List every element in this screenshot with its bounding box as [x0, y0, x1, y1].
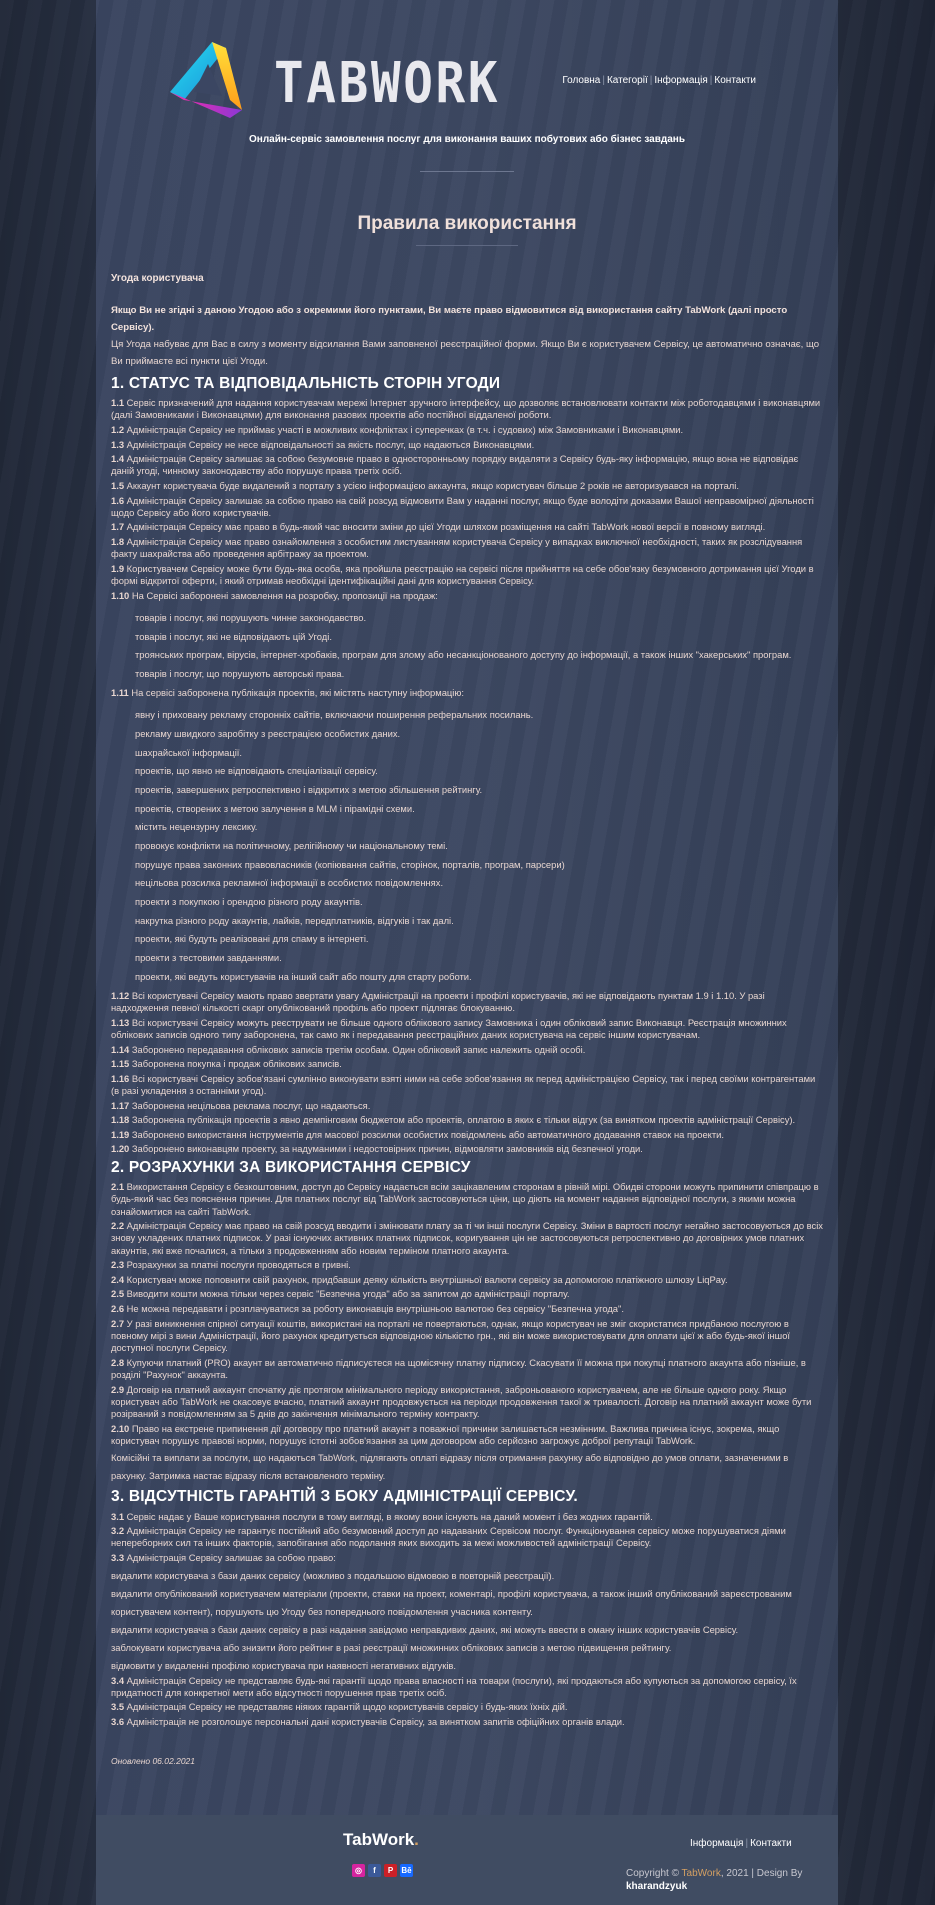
main-nav	[562, 74, 756, 87]
content-column	[96, 0, 838, 1905]
clause-1-6	[111, 495, 824, 519]
footer-brand[interactable]	[343, 1829, 419, 1851]
copyright-brand[interactable]: TabWork	[681, 1868, 721, 1879]
clause-1-1	[111, 397, 824, 421]
clause-number: 1.6	[111, 494, 125, 506]
list-item: проекти з тестовими завданнями.	[135, 952, 282, 964]
clause-text: У разі виникнення спірної ситуації коштів, використані на порталі не повертаються, однак, якщо користувач не зміг скористатися придбаною послугою в повному мірі з вини Адміністрації, його рахунок кредитується відповідною кількістю грн., які він може використовувати для оплати цієї ж або будь-якої іншої доступної послуги Сервісу.	[111, 1317, 791, 1354]
clause-number: 1.18	[111, 1114, 130, 1126]
clause-text: Адміністрація Сервісу залишає за собою безумовне право в односторонньому порядку видаляти з Сервісу будь-яку інформацію, якщо вона не відповідає даній угоді, чинному законодавству або порушує права третіх осіб.	[111, 453, 799, 477]
clause-text: Адміністрація Сервісу залишає за собою право на свій розсуд відмовити Вам у наданні послуг, якщо буде володіти доказами Вашої неправомірної діяльності щодо Сервісу або його користувачів.	[111, 494, 814, 518]
clause-number: 3.5	[111, 1701, 125, 1713]
clause-text: Право на екстрене припинення дії договору про платний акаунт з поважної причини залишається незмінним. Важлива причина існує, зокрема, якщо користувач порушує правові норми, порушує істотні зобов'язання за цим договором або серйозно загрожує доброї репутації TabWork.	[111, 1422, 780, 1446]
divider	[420, 171, 514, 172]
clause-1-14	[111, 1044, 824, 1056]
clause-2-2	[111, 1220, 824, 1257]
clause-number: 1.5	[111, 480, 125, 492]
nav-separator: |	[745, 1838, 749, 1849]
clause-1-19	[111, 1129, 824, 1141]
clause-1-13	[111, 1017, 824, 1041]
clause-1-16	[111, 1073, 824, 1097]
clause-number: 1.8	[111, 536, 125, 548]
clause-text: Адміністрація Сервісу не представляє ніяких гарантій щодо користувачів сервісу і будь-яких їхніх дій.	[126, 1701, 568, 1713]
section-1-clauses-2	[111, 990, 824, 1156]
clause-number: 1.7	[111, 521, 125, 533]
clause-text: Сервіс надає у Ваше користування послуги в тому вигляді, в якому вони існують на даний момент і без жодних гарантій.	[126, 1510, 653, 1522]
clause-text: На Сервісі заборонені замовлення на розробку, пропозиції на продаж:	[131, 589, 438, 601]
footer-brand-dot: .	[414, 1830, 419, 1849]
clause-1-10	[111, 590, 824, 602]
clause-text: Адміністрація Сервісу має право на свій розсуд вводити і змінювати плату за ті чи інші послуги Сервісу. Зміни в вартості послуг негайно застосовуються до всіх знову укладених платних підписок. У разі існуючих активних платних підписок, коригування цін не застосовуються ретроспективно до договірних умов платних акаунтів, які вже почалися, а тільки з продовженням або новим терміном платного акаунта.	[111, 1220, 823, 1256]
clause-number: 2.8	[111, 1356, 125, 1368]
clause-2-7	[111, 1318, 824, 1355]
clause-text: Використання Сервісу є безкоштовним, доступ до Сервісу надається всім зацікавленим сторонам в рівній мірі. Обидві сторони можуть припинити співпрацю в будь-який час без пояснення причин. Для платних послуг від TabWork застосовуються ціни, що діють на момент надання відповідної послуги, з якими можна ознайомитися на сайті TabWork.	[111, 1181, 819, 1217]
agreement-heading: Угода користувача	[111, 273, 204, 284]
clause-text: Заборонено передавання облікових записів третім особам. Один обліковий запис належить одній особі.	[131, 1043, 586, 1055]
clause-1-20	[111, 1143, 824, 1155]
right-item: видалити користувача з бази даних сервісу (можливо з подальшою відмовою в повторній реєстрації).	[111, 1569, 555, 1581]
right-item: заблокувати користувача або знизити його рейтинг в разі реєстрації множинних облікових записів з метою підвищення рейтингу.	[111, 1641, 672, 1653]
clause-3-2	[111, 1525, 824, 1549]
list-item: нецільова розсилка рекламної інформації в особистих повідомленнях.	[135, 877, 444, 889]
tagline: Онлайн-сервіс замовлення послуг для виконання ваших побутових або бізнес завдань	[249, 134, 685, 145]
clause-text: Адміністрація Сервісу має право в будь-який час вносити зміни до цієї Угоди шляхом розміщення на сайті TabWork нової версії в повному вигляді.	[126, 521, 766, 533]
clause-1-12	[111, 990, 824, 1014]
list-1-10	[135, 612, 824, 679]
clause-number: 1.12	[111, 989, 130, 1001]
clause-1-7	[111, 521, 824, 533]
clause-3-3	[111, 1552, 824, 1564]
clause-number: 1.15	[111, 1058, 130, 1070]
facebook-icon[interactable]: f	[368, 1864, 381, 1877]
nav-info-link[interactable]: Інформація	[654, 75, 708, 86]
clause-text: Не можна передавати і розплачуватися за роботу виконавців внутрішньою валютою без сервісу "Безпечна угода".	[126, 1303, 624, 1315]
clause-number: 3.4	[111, 1674, 125, 1686]
clause-3-6	[111, 1716, 824, 1728]
agreement-intro: Ця Угода набуває для Вас в силу з моменту відсилання Вами заповненої реєстраційної форми. Якщо Ви є користувачем Сервісу, це автоматично означає, що Ви приймаєте всі пункти цієї Угоди.	[111, 339, 820, 367]
clause-number: 1.10	[111, 589, 130, 601]
list-item: накрутка різного роду акаунтів, лайків, передплатників, відгуків і так далі.	[135, 914, 454, 926]
list-item: проекти, які ведуть користувачів на інший сайт або пошту для старту роботи.	[135, 970, 472, 982]
section-2-clauses	[111, 1181, 824, 1447]
clause-3-1	[111, 1511, 824, 1523]
nav-separator: |	[709, 75, 713, 86]
behance-icon[interactable]: Bē	[401, 1866, 412, 1875]
footer-nav	[690, 1837, 792, 1850]
clause-number: 2.10	[111, 1422, 130, 1434]
clause-number: 1.17	[111, 1099, 130, 1111]
clause-number: 1.16	[111, 1072, 130, 1084]
list-item: проекти з покупкою і орендою різного роду акаунтів.	[135, 896, 363, 908]
clause-text: Адміністрація Сервісу не приймає участі в можливих конфліктах і суперечках (в т.ч. і судових) між Замовниками і Виконавцями.	[126, 423, 684, 435]
clause-number: 3.6	[111, 1716, 125, 1728]
nav-separator: |	[602, 75, 605, 86]
section-3-clauses	[111, 1511, 824, 1565]
clause-text: Заборонена покупка і продаж облікових записів.	[131, 1058, 342, 1070]
clause-number: 1.3	[111, 438, 125, 450]
clause-3-5	[111, 1701, 824, 1713]
clause-1-15	[111, 1058, 824, 1070]
section-1-title: 1. СТАТУС ТА ВІДПОВІДАЛЬНІСТЬ СТОРІН УГОДИ	[111, 375, 501, 392]
clause-2-10	[111, 1423, 824, 1447]
nav-contacts-link[interactable]: Контакти	[714, 75, 756, 86]
clause-1-4	[111, 453, 824, 477]
clause-number: 1.2	[111, 423, 125, 435]
section-3-clauses-2	[111, 1675, 824, 1729]
clause-text: Всі користувачі Сервісу можуть реєструвати не більше одного облікового запису Замовника і один обліковий запис Виконавця. Реєстрація множинних облікових записів одного типу заборонена, так само як і передавання реєстраційних даних користувача на сервіс іншим користувачам.	[111, 1016, 787, 1040]
clause-1-18	[111, 1114, 824, 1126]
clause-text: Користувач може поповнити свій рахунок, придбавши деяку кількість внутрішньої валюти сервісу за допомогою платіжного шлюзу LiqPay.	[126, 1273, 728, 1285]
terms-content	[111, 272, 824, 1767]
clause-text: Адміністрація Сервісу не несе відповідальності за якість послуг, що надаються Виконавцями.	[126, 438, 535, 450]
clause-number: 1.1	[111, 397, 125, 409]
clause-number: 2.2	[111, 1220, 125, 1232]
list-1-11	[135, 709, 824, 982]
clause-2-9	[111, 1384, 824, 1421]
clause-1-11	[111, 687, 824, 699]
clause-2-6	[111, 1303, 824, 1315]
clause-text: На сервісі заборонена публікація проектів, які містять наступну інформацію:	[131, 687, 465, 698]
brand-wordmark[interactable]: TABWORK	[274, 51, 501, 116]
clause-text: Адміністрація Сервісу не представляє будь-які гарантії щодо права власності на товари (послуги), які продаються або купуються за допомогою сервісу, їх придатності для конкретної мети або відсутності порушення прав третіх осіб.	[111, 1674, 797, 1698]
list-item: проектів, завершених ретроспективно і відкритих з метою збільшення рейтингу.	[135, 783, 483, 795]
social-links	[352, 1864, 413, 1877]
copyright	[626, 1867, 838, 1893]
section-3-rights	[111, 1567, 824, 1675]
clause-2-8	[111, 1357, 824, 1381]
clause-text: Адміністрація Сервісу залишає за собою право:	[126, 1551, 336, 1563]
list-item: рекламу швидкого заробітку з реєстрацією особистих даних.	[135, 727, 401, 739]
clause-3-4	[111, 1675, 824, 1699]
clause-text: Купуючи платний (PRO) акаунт ви автоматично підписуєтеся на щомісячну платну підписку. Скасувати її можна при покупці платного акаунта або пізніше, в розділі "Рахунок" аккаунта.	[111, 1356, 806, 1380]
clause-text: Адміністрація Сервісу не гарантує постійний або безумовний доступ до надаваних Сервісом послуг. Функціонування сервісу може порушуватися діями непереборних сил та інших факторів, запобігання або подолання яких виходить за межі можливостей адміністрації Сервісу.	[111, 1525, 786, 1549]
footer	[96, 1815, 838, 1905]
section-2-note: Комісійні та виплати за послуги, що надаються TabWork, підлягають оплаті відразу після отримання рахунку або відповідно до умов оплати, зазначеними в рахунку. Затримка настає відразу після встановленого терміну.	[111, 1452, 789, 1482]
clause-number: 2.7	[111, 1317, 125, 1329]
clause-text: Адміністрація не розголошує персональні дані користувачів Сервісу, за винятком запитів офіційних органів влади.	[126, 1716, 625, 1728]
clause-number: 2.1	[111, 1181, 125, 1193]
clause-text: Виводити кошти можна тільки через сервіс "Безпечна угода" або за запитом до адміністрації порталу.	[126, 1288, 570, 1300]
clause-number: 2.4	[111, 1273, 125, 1285]
section-3-title: 3. ВІДСУТНІСТЬ ГАРАНТІЙ З БОКУ АДМІНІСТРАЦІЇ СЕРВІСУ.	[111, 1488, 578, 1506]
copyright-author[interactable]: kharandzyuk	[626, 1881, 688, 1892]
clause-2-5	[111, 1288, 824, 1300]
list-item: проектів, що явно не відповідають спеціалізації сервісу.	[135, 765, 378, 777]
footer-brand-text: TabWork	[343, 1830, 415, 1849]
list-item: троянських програм, вірусів, інтернет-хробаків, програм для злому або несанкціонованого доступу до інформації, а також інших "хакерських" програм.	[135, 649, 792, 661]
clause-1-2	[111, 424, 824, 436]
clause-number: 3.1	[111, 1510, 125, 1522]
clause-number: 2.3	[111, 1259, 125, 1271]
nav-categories-link[interactable]: Категорії	[606, 75, 648, 86]
instagram-icon[interactable]: ◎	[352, 1864, 365, 1877]
clause-1-5	[111, 480, 824, 492]
list-item: явну і приховану рекламу сторонніх сайтів, включаючи поширення реферальних посилань.	[135, 709, 534, 721]
right-item: видалити опублікований користувачем матеріали (проекти, ставки на проект, коментарі, профілі користувача, а також інший опублікований зареєстрованим користувачем контент), порушують цю Угоду без попереднього повідомлення учасника контенту.	[111, 1587, 792, 1617]
right-item: видалити користувача з бази даних сервісу в разі надання завідомо неправдивих даних, які можуть ввести в оману інших користувачів Сервісу.	[111, 1623, 739, 1635]
clause-number: 1.14	[111, 1043, 130, 1055]
clause-number: 1.9	[111, 562, 125, 574]
clause-2-4	[111, 1274, 824, 1286]
right-item: відмовити у видаленні профілю користувача при наявності негативних відгуків.	[111, 1659, 456, 1671]
list-item: товарів і послуг, які порушують чинне законодавство.	[135, 611, 367, 623]
clause-text: Всі користувачі Сервісу зобов'язані сумлінно виконувати взяті ними на себе зобов'язання як перед адміністрацією Сервісу, так і перед своїми контрагентами (в разі укладення з останніми угод).	[111, 1072, 816, 1096]
clause-number: 1.20	[111, 1143, 130, 1155]
list-item: містить нецензурну лексику.	[135, 821, 258, 833]
clause-text: Сервіс призначений для надання користувачам мережі Інтернет зручного інтерфейсу, що дозволяє встановлювати контакти між роботодавцями і виконавцями (далі Замовниками і Виконавцями) для виконання разових проектів або постійної віддаленої роботи.	[111, 397, 821, 421]
clause-number: 1.4	[111, 453, 125, 465]
list-item: порушує права законних правовласників (копіювання сайтів, сторінок, порталів, програм, парсери)	[135, 858, 565, 870]
clause-number: 3.2	[111, 1525, 125, 1537]
copyright-mid: , 2021 | Design By	[720, 1868, 803, 1879]
clause-number: 1.19	[111, 1128, 130, 1140]
clause-text: Заборонена нецільова реклама послуг, що надаються.	[131, 1099, 371, 1111]
list-item: проектів, створених з метою залучення в MLM і пірамідні схеми.	[135, 802, 415, 814]
clause-1-17	[111, 1100, 824, 1112]
clause-1-9	[111, 563, 824, 587]
clause-number: 1.13	[111, 1016, 130, 1028]
list-item: товарів і послуг, які не відповідають цій Угоді.	[135, 630, 332, 642]
list-item: товарів і послуг, що порушують авторські права.	[135, 668, 345, 679]
clause-text: Адміністрація Сервісу має право ознайомлення з особистим листуванням користувача Сервісу у випадках виключної необхідності, таких як розслідування факту шахрайства або проведення арбітражу за проектом.	[111, 536, 803, 560]
clause-number: 2.9	[111, 1383, 125, 1395]
list-item: шахрайської інформації.	[135, 746, 243, 758]
clause-text: Заборонено виконавцям проекту, за надуманими і недостовірних причин, відмовляти замовників від безпечної угоди.	[131, 1143, 643, 1155]
header	[96, 0, 838, 130]
list-item: проекти, які будуть реалізовані для спаму в інтернеті.	[135, 933, 369, 945]
footer-contacts-link[interactable]: Контакти	[750, 1838, 792, 1849]
agreement-warning: Якщо Ви не згідні з даною Угодою або з окремими його пунктами, Ви маєте право відмовитися від використання сайту TabWork (далі просто Сервісу).	[111, 305, 788, 333]
clause-number: 1.11	[111, 687, 129, 698]
clause-number: 2.6	[111, 1303, 125, 1315]
list-item: провокує конфлікти на політичному, релігійному чи національному темі.	[135, 840, 448, 852]
clause-1-3	[111, 439, 824, 451]
footer-info-link[interactable]: Інформація	[690, 1838, 744, 1849]
page-title: Правила використання	[357, 213, 577, 234]
clause-2-1	[111, 1181, 824, 1218]
updated-date: Оновлено 06.02.2021	[111, 1756, 195, 1767]
section-2-title: 2. РОЗРАХУНКИ ЗА ВИКОРИСТАННЯ СЕРВІСУ	[111, 1158, 471, 1176]
pinterest-icon[interactable]: P	[384, 1864, 397, 1877]
clause-1-8	[111, 536, 824, 560]
clause-text: Заборонено використання інструментів для масової розсилки особистих повідомлень або автоматичного додавання ставок на проекти.	[131, 1128, 725, 1140]
clause-text: Всі користувачі Сервісу мають право звертати увагу Адміністрації на проекти і профілі користувачів, які не відповідають пунктам 1.9 і 1.10. У разі надходження певної кількості скарг опублікований профіль або проект підлягає блокуванню.	[111, 989, 765, 1014]
clause-text: Розрахунки за платні послуги проводяться в гривні.	[126, 1259, 351, 1271]
section-1-clauses	[111, 397, 824, 602]
clause-text: Аккаунт користувача буде видалений з порталу з усією інформацією аккаунта, якщо користувач більше 2 років не авторизувався на порталі.	[126, 480, 739, 492]
clause-number: 2.5	[111, 1288, 125, 1300]
clause-2-3	[111, 1259, 824, 1271]
tabwork-logo-icon[interactable]	[168, 40, 248, 120]
clause-text: Заборонена публікація проектів з явно демпінговим бюджетом або проектів, оплатою в яких є тільки відгук (за винятком проектів адміністрації Сервісу).	[131, 1114, 796, 1126]
copyright-prefix: Copyright ©	[626, 1868, 682, 1879]
nav-separator: |	[649, 75, 653, 86]
clause-number: 3.3	[111, 1551, 125, 1563]
clause-text: Користувачем Сервісу може бути будь-яка особа, яка пройшла реєстрацію на сервісі після прийняття на себе обов'язку безумовного дотримання цієї Угоди в формі відкритої оферти, і який отримав необхідні ідентифікаційні дані для користування Сервісу.	[111, 562, 814, 587]
clause-text: Договір на платний аккаунт спочатку діє протягом мінімального періоду використання, заброньованого користувачем, але не більше одного року. Якщо користувач або TabWork не скасовує вчасно, платний аккаунт продовжується на періоди продовження такої ж тривалості. Договір на платний аккаунт може бути розірваний з повідомленням за 5 днів до закінчення мінімального терміну контракту.	[111, 1383, 812, 1419]
nav-home-link[interactable]: Головна	[562, 75, 601, 86]
divider	[416, 245, 518, 246]
